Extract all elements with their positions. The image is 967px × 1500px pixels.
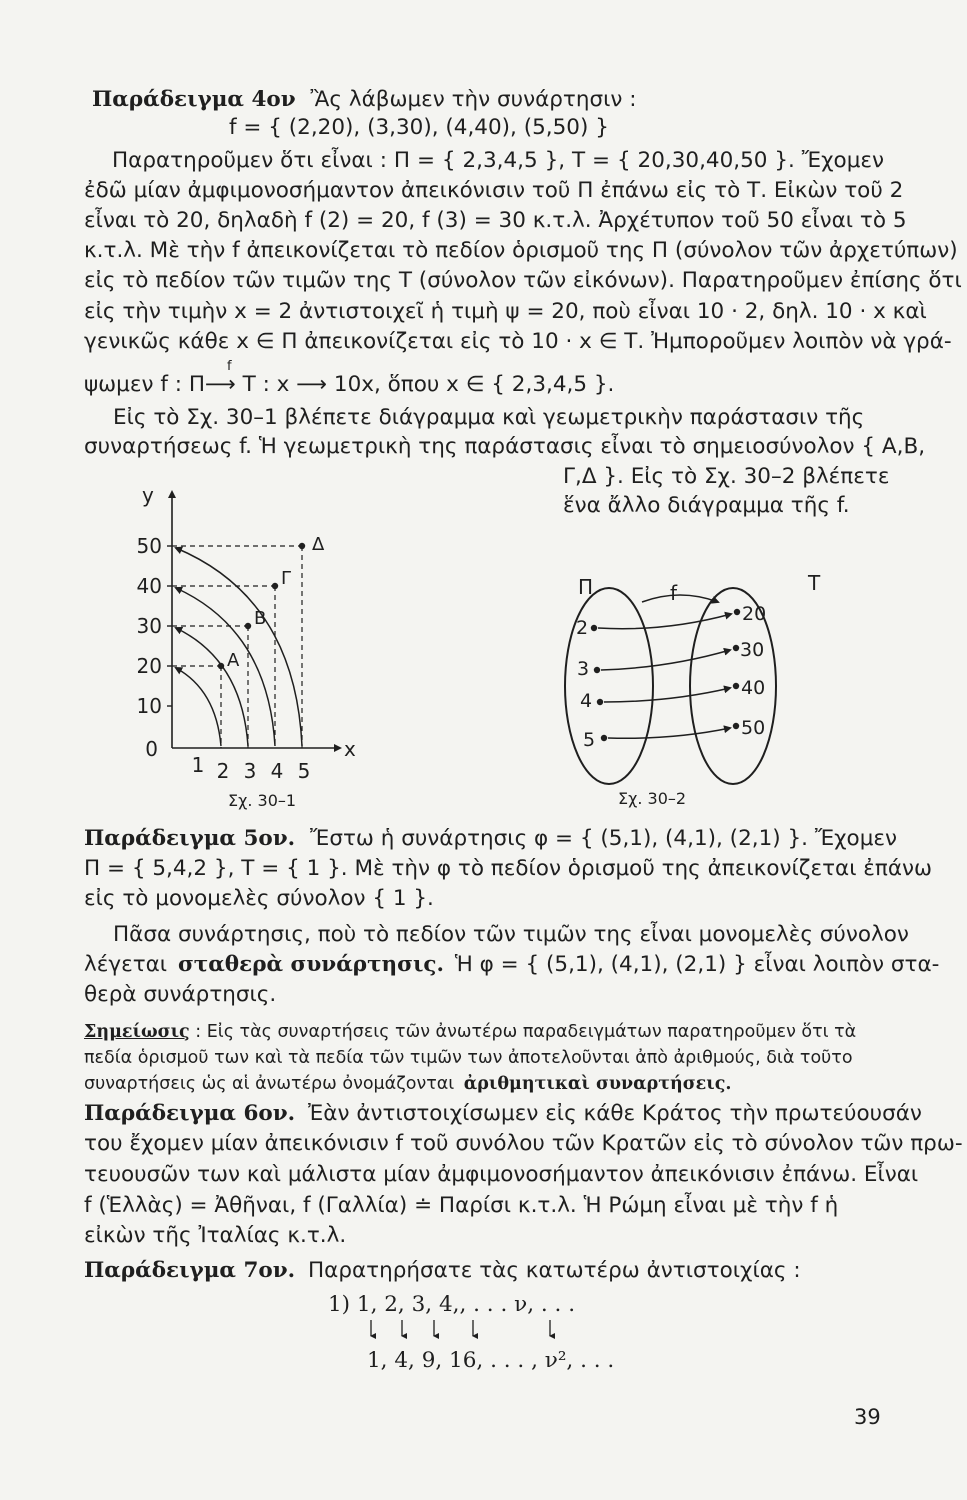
- domain-label-3: 3: [577, 658, 590, 680]
- point-label-beta: Β: [254, 608, 267, 629]
- y-tick-label-0: 0: [145, 737, 158, 761]
- set-t-label: Τ: [808, 571, 821, 595]
- note-label: Σημείωσις: [84, 1022, 190, 1042]
- ex4-heading: Παράδειγμα 4ον: [92, 87, 296, 112]
- y-tick-label-30: 30: [136, 614, 162, 638]
- map-arrow-5-50: [608, 728, 730, 738]
- point-delta: [299, 543, 305, 549]
- ex6-line-2: του ἔχομεν μίαν ἀπεικόνισιν f τοῦ συνόλου τῶν Κρατῶν εἰς τὸ σύνολον τῶν πρω-: [84, 1131, 963, 1156]
- x-tick-label-5: 5: [297, 759, 311, 783]
- ex4-figure-reference-2: συναρτήσεως f. Ἡ γεωμετρικὴ της παράστασις εἶναι τὸ σημειοσύνολον { Α,Β,: [84, 434, 926, 459]
- ex5-para2-part-c: Ἡ φ = { (5,1), (4,1), (2,1) } εἶναι λοιπὸν στα-: [454, 952, 940, 977]
- figure-30-2-caption: Σχ. 30–2: [618, 789, 687, 808]
- y-tick-label-20: 20: [136, 654, 162, 678]
- ex7-line-1: [84, 1258, 801, 1284]
- ex5-line-3: εἰς τὸ μονομελὲς σύνολον { 1 }.: [84, 886, 434, 911]
- ex5-heading: Παράδειγμα 5ον.: [84, 826, 296, 851]
- map-arrow-2-20: [598, 614, 731, 629]
- ex5-text-1: Ἔστω ἡ συνάρτησις φ = { (5,1), (4,1), (2,1) }. Ἔχομεν: [310, 826, 898, 851]
- x-tick-label-3: 3: [243, 759, 257, 783]
- ex4-line-7: γενικῶς κάθε x ∈ Π ἀπεικονίζεται εἰς τὸ 10 · x ∈ Τ. Ἠμποροῦμεν λοιπὸν νὰ γρά-: [84, 329, 952, 354]
- y-tick-label-50: 50: [136, 534, 162, 558]
- y-tick-label-40: 40: [136, 574, 162, 598]
- domain-point-5: [601, 735, 607, 741]
- ex4-line-3: εἶναι τὸ 20, δηλαδὴ f (2) = 20, f (3) = 30 κ.τ.λ. Ἀρχέτυπον τοῦ 50 εἶναι τὸ 5: [84, 208, 907, 233]
- ex4-line-5: εἰς τὸ πεδίον τῶν τιμῶν της Τ (σύνολον τῶν εἰκόνων). Παρατηροῦμεν ἐπίσης ὅτι: [84, 268, 962, 293]
- ex4-line-4: κ.τ.λ. Μὲ τὴν f ἀπεικονίζεται τὸ πεδίον ὁρισμοῦ της Π (σύνολον τῶν ἀρχετύπων): [84, 238, 958, 263]
- ex5-line-1: [84, 826, 897, 852]
- ex5-para2-line-1: Πᾶσα συνάρτησις, ποὺ τὸ πεδίον τῶν τιμῶν της εἶναι μονομελὲς σύνολον: [113, 922, 909, 947]
- figure-30-1-caption: Σχ. 30–1: [228, 791, 297, 810]
- f-label: f: [670, 581, 678, 605]
- range-label-30: 30: [740, 639, 765, 661]
- ex5-constant-function-term: σταθερὰ συνάρτησις.: [177, 952, 444, 977]
- f-arrow: [642, 595, 718, 602]
- ex5-line-2: Π = { 5,4,2 }, Τ = { 1 }. Μὲ τὴν φ τὸ πεδίον ὁρισμοῦ της ἀπεικονίζεται ἐπάνω: [84, 856, 933, 881]
- ex5-para2-line-2: [84, 952, 939, 978]
- x-tick-label-4: 4: [270, 759, 284, 783]
- range-point-40: [733, 683, 739, 689]
- ex7-heading: Παράδειγμα 7ον.: [84, 1258, 296, 1283]
- ex7-intro: Παρατηρήσατε τὰς κατωτέρω ἀντιστοιχίας :: [308, 1258, 801, 1283]
- ex4-heading-line: [92, 87, 637, 113]
- ex4-figure-reference-3: Γ,Δ }. Εἰς τὸ Σχ. 30–2 βλέπετε: [563, 464, 890, 489]
- note-line-2: πεδία ὁρισμοῦ των καὶ τὰ πεδία τῶν τιμῶν των ἀποτελοῦνται ἀπὸ ἀριθμούς, διὰ τοῦτο: [84, 1048, 853, 1068]
- ex4-intro: Ἂς λάβωμεν τὴν συνάρτησιν :: [310, 87, 637, 112]
- curve-3-to-30: [176, 628, 248, 746]
- domain-label-5: 5: [583, 729, 596, 751]
- point-label-gamma: Γ: [281, 568, 292, 589]
- map-arrow-3-30: [601, 650, 730, 670]
- ex5-para2-line-3: θερὰ συνάρτησις.: [84, 982, 277, 1007]
- ex6-text-1: Ἐὰν ἀντιστοιχίσωμεν εἰς κάθε Κράτος τὴν πρωτεύουσάν: [308, 1101, 922, 1126]
- page-number: 39: [854, 1405, 881, 1429]
- note-line-1: [84, 1019, 856, 1045]
- point-alpha: [218, 663, 224, 669]
- range-point-20: [734, 609, 740, 615]
- point-beta: [245, 623, 251, 629]
- x-tick-label-1: 1: [191, 753, 205, 777]
- ex7-sequence-bottom: 1, 4, 9, 16, . . . , ν², . . .: [367, 1348, 615, 1373]
- ex4-line-2: ἐδῶ μίαν ἀμφιμονοσήμαντον ἀπεικόνισιν τοῦ Π ἐπάνω εἰς τὸ Τ. Εἰκὼν τοῦ 2: [84, 178, 904, 203]
- range-point-30: [733, 645, 739, 651]
- figure-30-2-diagram: [550, 560, 850, 810]
- ex5-para2-part-a: λέγεται: [84, 952, 168, 977]
- domain-point-2: [591, 625, 597, 631]
- point-gamma: [272, 583, 278, 589]
- figure-30-1-graph: [120, 480, 380, 820]
- ex6-line-1: [84, 1101, 922, 1127]
- ex6-line-4: f (Ἑλλὰς) = Ἀθῆναι, f (Γαλλία) ≐ Παρίσι κ.τ.λ. Ἡ Ρώμη εἶναι μὲ τὴν f ἡ: [84, 1193, 839, 1218]
- ex4-line-1: Παρατηροῦμεν ὅτι εἶναι : Π = { 2,3,4,5 }, Τ = { 20,30,40,50 }. Ἔχομεν: [112, 148, 884, 173]
- x-tick-label-2: 2: [216, 759, 230, 783]
- domain-point-3: [594, 667, 600, 673]
- set-p-label: Π: [578, 575, 594, 599]
- y-tick-label-10: 10: [136, 694, 162, 718]
- domain-label-2: 2: [576, 617, 589, 639]
- range-label-50: 50: [741, 717, 766, 739]
- ex7-sequence-top: 1) 1, 2, 3, 4,, . . . ν, . . .: [328, 1292, 576, 1317]
- ex6-heading: Παράδειγμα 6ον.: [84, 1101, 296, 1126]
- range-point-50: [733, 723, 739, 729]
- point-label-delta: Δ: [312, 534, 325, 555]
- ex4-line-6: εἰς τὴν τιμὴν x = 2 ἀντιστοιχεῖ ἡ τιμὴ ψ = 20, ποὺ εἶναι 10 · 2, δηλ. 10 · x καὶ: [84, 299, 927, 324]
- note-line-3: [84, 1071, 732, 1097]
- range-label-40: 40: [741, 677, 766, 699]
- ex7-correspondence-arrows: [355, 1318, 565, 1344]
- x-axis-label: x: [344, 737, 356, 761]
- map-arrow-4-40: [604, 688, 730, 702]
- domain-label-4: 4: [580, 690, 593, 712]
- note-arithmetic-functions-term: ἀριθμητικαὶ συναρτήσεις.: [463, 1074, 732, 1094]
- ex4-figure-reference-1: Εἰς τὸ Σχ. 30–1 βλέπετε διάγραμμα καὶ γεωμετρικὴν παράστασιν τῆς: [113, 405, 865, 430]
- ex4-mapping-line: ψωμεν f : Π⟶ Τ : x ⟶ 10x, ὅπου x ∈ { 2,3,4,5 }.: [84, 372, 615, 397]
- ex4-mapping-f-label: f: [227, 359, 232, 374]
- domain-point-4: [597, 699, 603, 705]
- curve-2-to-20: [176, 668, 221, 746]
- note-text-3a: συναρτήσεις ὡς αἱ ἀνωτέρω ὀνομάζονται: [84, 1074, 455, 1094]
- ex6-line-5: εἰκὼν τῆς Ἰταλίας κ.τ.λ.: [84, 1223, 347, 1248]
- ex4-function-definition: f = { (2,20), (3,30), (4,40), (5,50) }: [229, 115, 609, 140]
- range-label-20: 20: [742, 603, 767, 625]
- ex4-figure-reference-4: ἕνα ἄλλο διάγραμμα τῆς f.: [563, 493, 850, 518]
- point-label-alpha: Α: [227, 650, 240, 671]
- note-text-1: : Εἰς τὰς συναρτήσεις τῶν ἀνωτέρω παραδειγμάτων παρατηροῦμεν ὅτι τὰ: [195, 1022, 857, 1042]
- ex6-line-3: τευουσῶν των καὶ μάλιστα μίαν ἀμφιμονοσήμαντον ἀπεικόνισιν ἐπάνω. Εἶναι: [84, 1162, 919, 1187]
- y-axis-label: y: [142, 483, 154, 507]
